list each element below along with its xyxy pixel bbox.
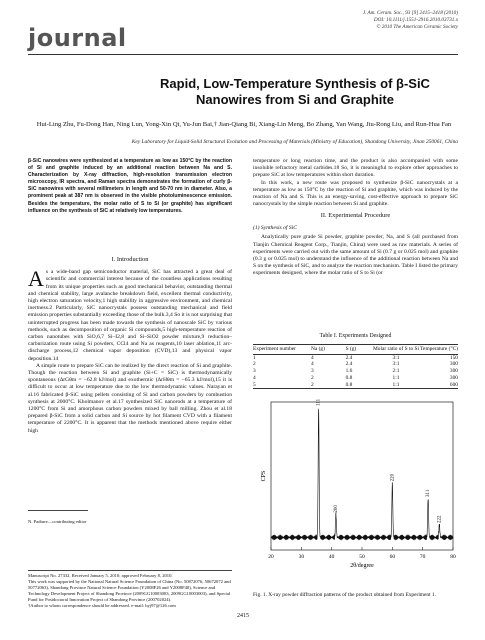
intro-paragraph-4: In this work, a new route was proposed to synthesize β-SiC nanocrystals at a temperature as low as 150°C by the reaction of Si and graphite, which was induced by the reaction of Na and S. This is an energy-saving, cost-effective approach to prepare SiC nanocrystals by the simple reaction between Si and graphite.	[253, 179, 458, 208]
col-molar-ratio: Molar ratio of S to Si	[373, 346, 419, 352]
table-cell: 2	[311, 374, 314, 381]
table-cell: 4	[311, 354, 314, 361]
table-cell: 150	[449, 354, 458, 361]
x-tick-label: 50	[359, 554, 365, 560]
manuscript-received: Manuscript No. 27332. Received January 5, 2010; approved February 8, 2010.	[28, 573, 173, 578]
xrd-chart	[253, 398, 458, 578]
table-cell: 300	[449, 374, 458, 381]
col-s: S (g)	[346, 345, 372, 354]
x-axis-label: 2θ/degree	[350, 563, 374, 569]
table-cell: 2	[253, 361, 256, 368]
paper-title: Rapid, Low-Temperature Synthesis of β-SiC Nanowires from Si and Graphite	[160, 76, 430, 107]
intro-paragraph-1-text: s a wide-band gap semiconductor material, SiC has attracted a great deal of scientific and commercial interest because of the countless applications resulting from its unique properties such as good mechanical behavior, outstanding thermal and chemical stability, large avalanche breakdown field, excellent thermal conductivity, high electron saturation velocity,1 high stability in aggressive environment, and chemical inertness.2 Particularly, SiC nanocrystals possess outstanding mechanical and field emission properties substantially exceeding those of the bulk.3,4 So it is not surprising that uninterrupted progress has been made towards the synthesis of nanoscale SiC by various methods, such as decomposition of organic Si compounds,5 high-temperature reaction of carbon nanotubes with SiO,6,7 Si–I2,8 and Si–SiO2 powder mixture,9 reduction–carburization route using Si powders, CCl4 and Na as reagents,10 laser ablation,11 arc-discharge process,12 chemical vapor deposition (CVD),13 and physical vapor deposition.14	[28, 269, 232, 362]
x-tick-label: 80	[450, 554, 456, 560]
xrd-plot	[253, 398, 458, 578]
table-cell: 1.6	[345, 368, 353, 375]
x-tick-label: 40	[328, 554, 335, 560]
x-tick-label: 70	[419, 554, 426, 560]
y-axis-label: CPS	[261, 470, 267, 482]
table-cell: 0.8	[345, 381, 353, 388]
table-row	[253, 382, 458, 389]
peak-label: 311	[426, 489, 432, 497]
x-tick-label: 20	[268, 554, 274, 560]
editor-footnote: N. Padture—contributing editor	[28, 519, 87, 524]
table-cell: 300	[449, 368, 458, 375]
experiments-table	[253, 344, 458, 389]
table-row	[253, 375, 458, 382]
table-title: Table I. Experiments Designed	[319, 333, 392, 339]
journal-citation: J. Am. Ceram. Soc., 93 [9] 2415–2418 (2010)	[362, 10, 458, 16]
table-cell: 0.8	[345, 374, 353, 381]
plot-frame	[271, 402, 453, 550]
manuscript-note	[28, 573, 232, 609]
table-cell: 1:1	[392, 374, 400, 381]
col-experiment: Experiment number	[253, 345, 311, 354]
peak-label: 200	[333, 505, 339, 513]
table-cell: 3	[253, 368, 256, 375]
table-cell: 2.4	[345, 354, 353, 361]
table-cell: 3	[311, 368, 314, 375]
journal-header	[28, 10, 458, 56]
peak-label: 220	[390, 473, 396, 482]
x-tick-label: 60	[389, 554, 396, 560]
intro-paragraph-2: A simple route to prepare SiC can be realized by the direct reaction of Si and graphite. Though the reaction between Si and graphite (Si+C = SiC) is thermodynamically spontaneous (ΔrGθm = −62.8 kJ/mol) and exothermic (ΔrHθm = −65.3 kJ/mol),15 it is difficult to occur at low temperature due to the low thermodynamic values. Narayan et al.16 fabricated β-SiC using pellets consisting of Si and carbon powders by combustion synthesis at 2000°C. Kholmanov et al.17 synthesized SiC nanorods at a temperature of 1200°C from Si and amorphous carbon powders mixed by ball milling. Zhou et al.18 prepared β-SiC from a solid carbon and Si source by hot filament CVD with a filament temperature of 2200°C. It is apparent that the methods mentioned above require either high	[28, 362, 232, 434]
table-row	[253, 368, 458, 375]
peak-label: 222	[437, 515, 443, 523]
table-cell: 1	[253, 354, 256, 361]
table-cell: 600	[449, 381, 458, 388]
drop-cap: A	[28, 266, 44, 292]
journal-logo: journal	[28, 24, 127, 52]
journal-doi: DOI: 10.1111/j.1551-2916.2010.03731.x	[373, 17, 458, 23]
table-cell: 4	[311, 361, 314, 368]
funding-note: This work was supported by the National Natural Science Foundation of China (No. 50872076, 50672072 and 50772063), Shandong Province Natural Science Foundation (Y2008F26 and Y2008F40), Science and Technology Development Project of Shandong Province (2009GG10003003, 2009GG10003003), and Special Fund for Postdoctoral Innovation Project of Shandong Province (200702024).	[28, 579, 231, 602]
manuscript-rule	[28, 570, 232, 571]
table-cell: 2.4	[345, 361, 353, 368]
table-cell: 2:1	[392, 368, 400, 375]
table-cell: 300	[449, 361, 458, 368]
page-number: 2415	[237, 613, 249, 619]
footnote-rule	[28, 510, 88, 511]
peak-label: 111	[316, 398, 322, 406]
corresponding-author: †Author to whom correspondence should be addressed. e-mail: byj97@126.com	[28, 603, 176, 608]
right-column-intro	[253, 158, 458, 208]
experimental-heading: II. Experimental Procedure	[320, 212, 391, 219]
figure-caption: Fig. 1. X-ray powder diffraction patterns of the product obtained from Experiment 1.	[253, 592, 436, 598]
col-temperature: Temperature (°C)	[420, 346, 458, 352]
affiliation: Key Laboratory for Liquid-Solid Structural Evolution and Processing of Materials (Ministry of Education), Shandong University, Jinan 250061, China	[131, 139, 458, 145]
xrd-series-line	[271, 409, 453, 541]
abstract: β-SiC nanowires were synthesized at a temperature as low as 150°C by the reaction of Si and graphite induced by an additional reaction between Na and S. Characterization by X-ray diffraction, high-resolution transmission electron microscopy, IR spectra, and Raman spectra demonstrates the formation of curly β-SiC nanowires with several millimeters in length and 50-70 nm in diameter. Also, a prominent peak at 387 nm is observed in the visible photoluminescence emission. Besides the temperature, the molar ratio of S to Si (or graphite) has significant influence on the synthesis of SiC at relatively low temperatures.	[28, 158, 232, 214]
experimental-section	[253, 212, 458, 278]
intro-paragraph-1	[28, 266, 232, 363]
experimental-paragraph: Analytically pure grade Si powder, graphite powder, Na, and S (all purchased from Tianjin Chemical Reagent Corp., Tianjin, China) were used as raw materials. A series of experiments were carried out with the same amount of Si (0.7 g or 0.025 mol) and graphite (0.3 g or 0.025 mol) to understand the influence of the additional reaction between Na and S on the synthesis of SiC, and to analyze the reaction mechanism. Table I listed the primary experiments designed, where the molar ratio of S to Si (or	[253, 234, 458, 277]
introduction-heading: I. Introduction	[111, 256, 149, 263]
x-tick-label: 30	[298, 554, 305, 560]
synthesis-subheading: (1) Synthesis of SiC	[253, 225, 297, 232]
table-cell: 1:1	[392, 381, 400, 388]
header-rule	[28, 54, 458, 55]
table-cell: 5	[253, 381, 256, 388]
table-cell: 4	[253, 374, 256, 381]
introduction-section	[28, 256, 232, 435]
author-list: Hui-Ling Zhu, Fu-Dong Han, Ning Lun, Yong-Xin Qi, Yu-Jun Bai,† Jian-Qiang Bi, Xiang-Lin Meng, Bo Zhang, Yan Wang, Jiu-Rong Liu, and Run-Hua Fan	[36, 121, 452, 128]
table-cell: 3:1	[392, 354, 400, 361]
table-cell: 2	[311, 381, 314, 388]
journal-citation-block	[363, 10, 458, 31]
col-na: Na (g)	[311, 345, 346, 354]
journal-copyright: © 2010 The American Ceramic Society	[376, 24, 458, 30]
table-row	[253, 354, 458, 361]
intro-paragraph-3: temperature or long reaction time, and the product is also accompanied with some insoluble refractory metal carbides.18 So, it is meaningful to explore other approaches to prepare SiC at low temperatures within short duration.	[253, 158, 458, 179]
table-row	[253, 361, 458, 368]
table-cell: 3:1	[392, 361, 400, 368]
table-header-row	[253, 345, 458, 354]
